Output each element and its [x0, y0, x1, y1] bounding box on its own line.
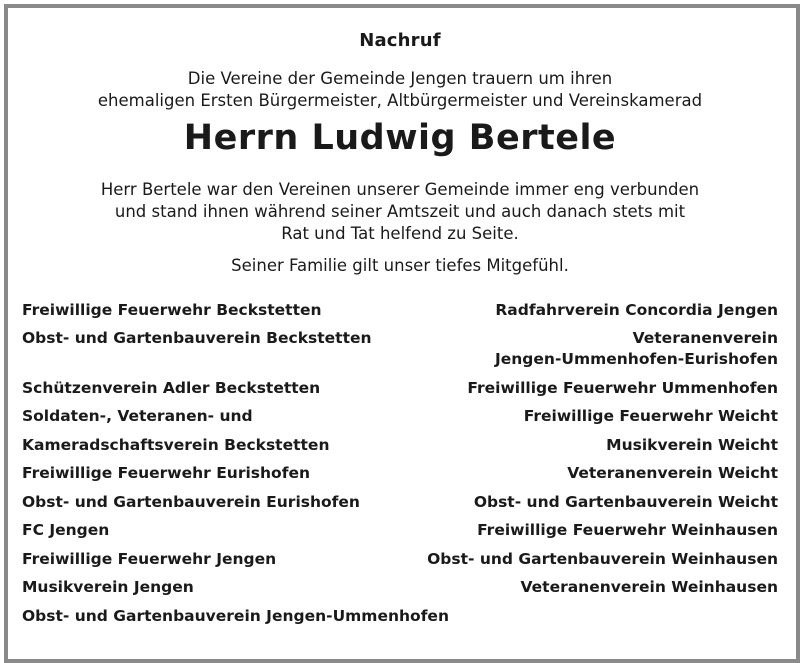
organization-item: Schützenverein Adler Beckstetten — [22, 378, 321, 397]
organization-item: Musikverein Jengen — [22, 578, 194, 596]
intro-text — [0, 68, 800, 112]
organization-item: Obst- und Gartenbauverein Beckstetten — [22, 328, 372, 347]
organization-line: Veteranenverein — [632, 328, 778, 347]
tribute-line: Rat und Tat helfend zu Seite. — [281, 224, 519, 243]
organization-line: Jengen-Ummenhofen-Eurishofen — [494, 349, 778, 368]
intro-line: Die Vereine der Gemeinde Jengen trauern um ihren — [187, 69, 613, 88]
organization-item: FC Jengen — [22, 521, 110, 539]
right-organization-list — [358, 296, 778, 602]
organization-item: Freiwillige Feuerwehr Weinhausen — [477, 521, 778, 539]
intro-line: ehemaligen Ersten Bürgermeister, Altbürgermeister und Vereinskamerad — [97, 91, 703, 110]
organization-item: Obst- und Gartenbauverein Weicht — [473, 492, 778, 511]
organization-item: Freiwillige Feuerwehr Eurishofen — [22, 464, 310, 482]
organization-item: Freiwillige Feuerwehr Ummenhofen — [467, 378, 778, 397]
tribute-text — [0, 179, 800, 245]
organization-item: Freiwillige Feuerwehr Beckstetten — [22, 301, 322, 319]
organization-item: Kameradschaftsverein Beckstetten — [22, 435, 330, 454]
organization-item: Veteranenverein Weinhausen — [520, 578, 778, 596]
organization-item: Soldaten-, Veteranen- und — [22, 407, 253, 425]
organization-item — [358, 325, 778, 374]
organization-item: Obst- und Gartenbauverein Eurishofen — [22, 492, 360, 511]
organization-item: Freiwillige Feuerwehr Jengen — [22, 549, 277, 568]
organization-item: Musikverein Weicht — [606, 435, 778, 454]
organization-item: Obst- und Gartenbauverein Jengen-Ummenhofen — [22, 606, 449, 625]
organization-item: Obst- und Gartenbauverein Weinhausen — [427, 549, 778, 568]
tribute-line: Herr Bertele war den Vereinen unserer Gemeinde immer eng verbunden — [100, 180, 700, 199]
organization-item: Veteranenverein Weicht — [567, 464, 778, 482]
condolence-text: Seiner Familie gilt unser tiefes Mitgefühl. — [231, 256, 569, 275]
tribute-line: und stand ihnen während seiner Amtszeit und auch danach stets mit — [114, 202, 686, 221]
notice-heading: Nachruf — [359, 30, 441, 51]
organization-item: Radfahrverein Concordia Jengen — [495, 301, 778, 319]
organization-item: Freiwillige Feuerwehr Weicht — [523, 407, 778, 425]
deceased-name: Herrn Ludwig Bertele — [183, 118, 617, 158]
